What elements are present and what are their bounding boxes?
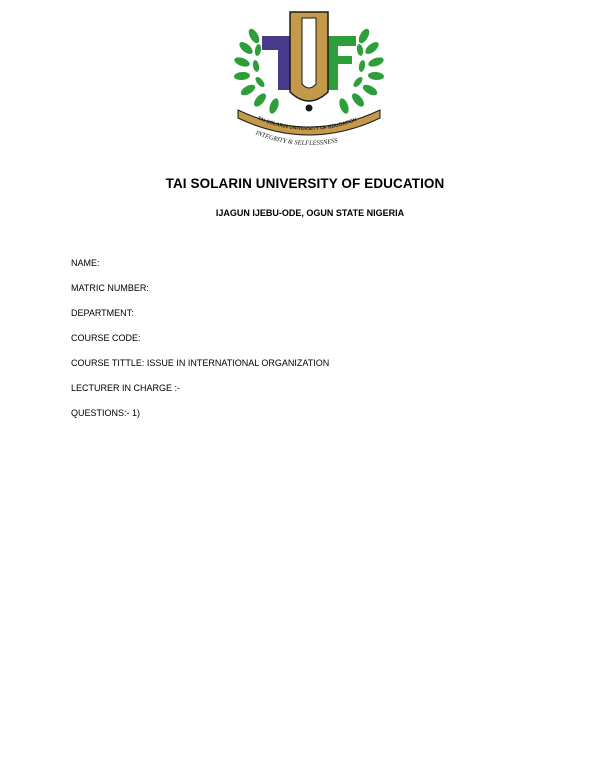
letter-e-icon — [328, 36, 356, 90]
field-name: NAME: — [71, 258, 100, 268]
seal-text: TAI SOLARIN UNIVERSITY OF EDUCATION — [256, 115, 358, 133]
field-lecturer: LECTURER IN CHARGE :- — [71, 383, 181, 393]
emblem-dot-icon — [306, 105, 313, 112]
field-department: DEPARTMENT: — [71, 308, 134, 318]
field-course-title: COURSE TITTLE: ISSUE IN INTERNATIONAL ORGANIZATION — [71, 358, 330, 368]
form-fields — [71, 257, 329, 432]
field-questions: QUESTIONS:- 1) — [71, 408, 141, 418]
university-logo — [228, 6, 390, 154]
letter-t-icon — [262, 36, 290, 90]
field-course-code: COURSE CODE: — [71, 333, 141, 343]
university-address: IJAGUN IJEBU-ODE, OGUN STATE NIGERIA — [215, 208, 405, 218]
motto-text: INTEGRITY & SELFLESSNESS — [254, 129, 339, 148]
university-title: TAI SOLARIN UNIVERSITY OF EDUCATION — [165, 176, 445, 191]
field-matric-number: MATRIC NUMBER: — [71, 283, 149, 293]
